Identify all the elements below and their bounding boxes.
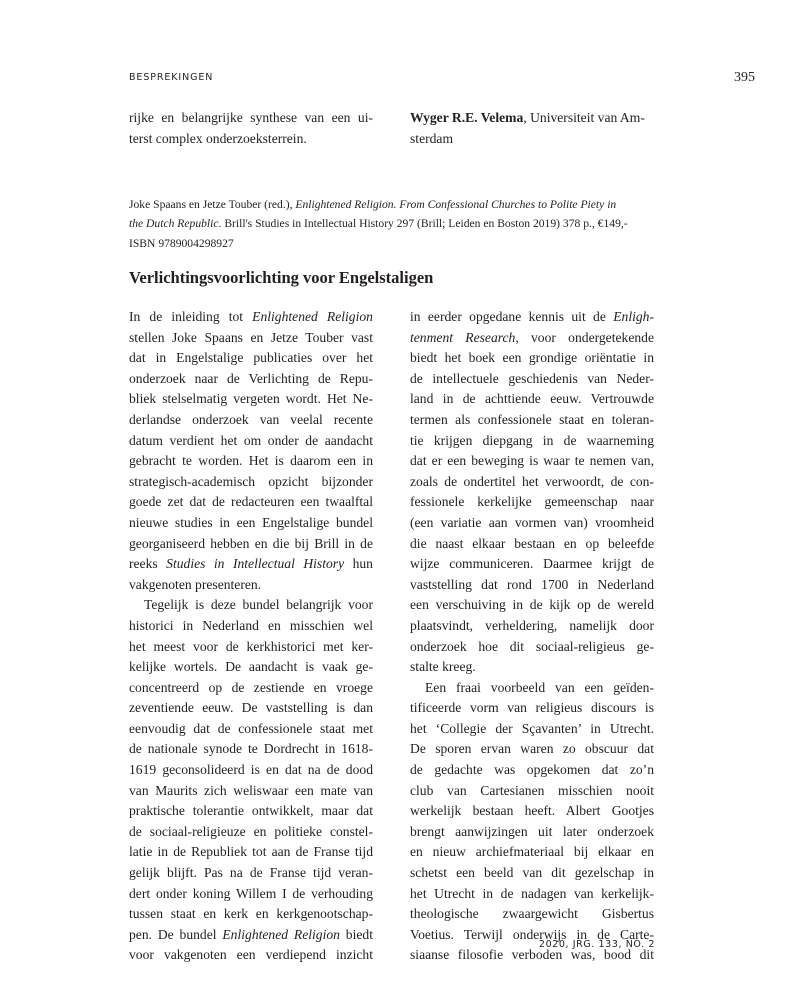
text-line: de gedachte was opgekomen dat zo’n — [410, 762, 654, 778]
text-line: onderzoek naar de Verlichting de Repu- — [129, 370, 373, 386]
text-line: praktische tolerantie ontwikkelt, maar dat — [129, 803, 373, 819]
text-line: wijze communiceren. Daarmee krijgt de — [410, 556, 654, 572]
text-line: de sociaal-religieuze en politieke constel- — [129, 823, 373, 839]
text-line: tussen staat en kerk en kerkgenootschap- — [129, 906, 373, 922]
text-line: eenvoudig dat de confessionele staat met — [129, 720, 373, 736]
text-line: In de inleiding tot Enlightened Religion — [129, 309, 373, 324]
citation-isbn: ISBN 9789004298927 — [129, 236, 234, 250]
text-line: van Maurits zich weliswaar een mate van — [129, 782, 373, 798]
reviewer-name: Wyger R.E. Velema — [410, 110, 524, 125]
text-line: de intellectuele geschiedenis van Neder- — [410, 370, 654, 386]
text-line: het ‘Collegie der Sçavanten’ in Utrecht. — [410, 720, 654, 736]
text-line: zeventiende eeuw. De vaststelling is dan — [129, 700, 373, 716]
text-line: zoals de ondertitel het verwoordt, de con- — [410, 473, 654, 489]
previous-review-ending — [129, 108, 373, 149]
text-line: nieuwe studies in een Engelstalige bundel — [129, 514, 373, 530]
citation-details: . Brill's Studies in Intellectual History 297 (Brill; Leiden en Boston 2019) 378 p., €149,- — [218, 217, 628, 231]
text-line: datum verdient het om onder de aandacht — [129, 432, 373, 448]
text-line: plaatsvindt, verheldering, namelijk door — [410, 617, 654, 633]
reviewer-affiliation-cont: sterdam — [410, 130, 454, 146]
text-line: tenment Research, voor ondergetekende — [410, 329, 654, 345]
text-line: gebracht te worden. Het is daarom een in — [129, 453, 373, 469]
text-line: biedt het boek een grondige oriëntatie in — [410, 350, 654, 366]
text-line: onderzoek hoe dit sociaal-religieus ge- — [410, 638, 654, 654]
text-line: theologische zwaargewicht Gisbertus — [410, 906, 654, 922]
citation-authors: Joke Spaans en Jetze Touber (red.), — [129, 198, 296, 211]
text-line: schetst een beeld van dit gezelschap in — [410, 865, 654, 881]
text-line: strategisch-academisch opzicht bijzonder — [129, 473, 373, 489]
text-line: brengt aanwijzingen uit later onderzoek — [410, 823, 654, 839]
book-citation — [129, 195, 669, 253]
text-line: De sporen ervan waren zo obscuur dat — [410, 741, 654, 757]
text-line: tificeerde vorm van religieus discours is — [410, 700, 654, 716]
text-line: en nieuw archiefmateriaal bij elkaar en — [410, 844, 654, 860]
text-line: (een variatie aan vormen van) vroomheid — [410, 514, 654, 530]
text-line: Tegelijk is deze bundel belangrijk voor — [144, 597, 373, 613]
text-line: voor vakgenoten een verdiepend inzicht — [129, 947, 373, 963]
text-line: bliek stelselmatig vergeten wordt. Het Ne- — [129, 391, 373, 407]
text-line: het Utrecht in de nadagen van kerkelijk- — [410, 885, 654, 901]
text-line: derlandse onderzoek van veelal recente — [129, 411, 373, 427]
running-head: BESPREKINGEN — [129, 72, 214, 83]
text-line: stellen Joke Spaans en Jetze Touber vast — [129, 329, 373, 345]
text-line: fessionele kerkelijke gemeenschap naar — [410, 494, 654, 510]
text-line: terst complex onderzoeksterrein. — [129, 130, 307, 146]
text-line: tie krijgen diepgang in de waarneming — [410, 432, 654, 448]
text-line: vakgenoten presenteren. — [129, 576, 262, 592]
review-title: Verlichtingsvoorlichting voor Engelstaligen — [129, 268, 434, 287]
citation-title: Enlightened Religion. From Confessional Churches to Polite Piety in — [295, 198, 617, 211]
text-line: land in de achttiende eeuw. Vertrouwde — [410, 391, 654, 407]
text-line: pen. De bundel Enlightened Religion biedt — [129, 926, 373, 942]
text-line: concentreerd op de zestiende en vroege — [129, 679, 373, 695]
text-line: dat in Engelstalige publicaties over het — [129, 350, 373, 366]
text-line: siaanse filosofie verboden was, bood dit — [410, 947, 654, 963]
review-body-right-column — [410, 307, 654, 966]
review-body-left-column — [129, 307, 373, 966]
text-line: club van Cartesianen misschien nooit — [410, 782, 654, 798]
text-line: gelijk blijft. Pas na de Franse tijd veran- — [129, 865, 373, 881]
reviewer-affiliation: , Universiteit van Am- — [523, 110, 645, 125]
text-line: stalte kreeg. — [410, 659, 476, 675]
text-line: Een fraai voorbeeld van een geïden- — [425, 679, 654, 695]
text-line: historici in Nederland en misschien wel — [129, 617, 373, 633]
text-line: Voetius. Terwijl onderwijs in de Carte- — [410, 926, 654, 942]
text-line: in eerder opgedane kennis uit de Enligh- — [410, 309, 654, 324]
journal-issue-footer: 2020, JRG. 133, NO. 2 — [538, 939, 655, 950]
text-line: een verschuiving in de kijk op de wereld — [410, 597, 654, 613]
text-line: georganiseerd hebben en die bij Brill in de — [129, 535, 373, 551]
text-line: de nationale synode te Dordrecht in 1618- — [129, 741, 373, 757]
text-line: dat er een beweging is waar te nemen van, — [410, 453, 654, 469]
citation-title-cont: the Dutch Republic — [129, 217, 219, 231]
text-line: dert onder koning Willem I de verhouding — [129, 885, 373, 901]
text-line: het meest voor de kerkhistorici met ker- — [129, 638, 373, 654]
text-line: 1619 geconsolideerd is en dat na de dood — [129, 762, 373, 778]
text-line: vaststelling dat rond 1700 in Nederland — [410, 576, 654, 592]
text-line: werkelijk bestaan heeft. Albert Gootjes — [410, 803, 654, 819]
reviewer-signature — [410, 108, 654, 149]
page-number: 395 — [734, 70, 755, 85]
text-line: goede zet dat de redacteuren een twaalftal — [129, 494, 373, 510]
text-line: rijke en belangrijke synthese van een ui- — [129, 110, 373, 125]
text-line: termen als confessionele staat en toleran- — [410, 411, 654, 427]
text-line: die naast elkaar bestaan en op beleefde — [410, 535, 654, 551]
text-line: latie in de Republiek tot aan de Franse tijd — [129, 844, 373, 860]
text-line: reeks Studies in Intellectual History hun — [129, 556, 373, 572]
text-line: kelijke wortels. De aandacht is vaak ge- — [129, 659, 373, 675]
